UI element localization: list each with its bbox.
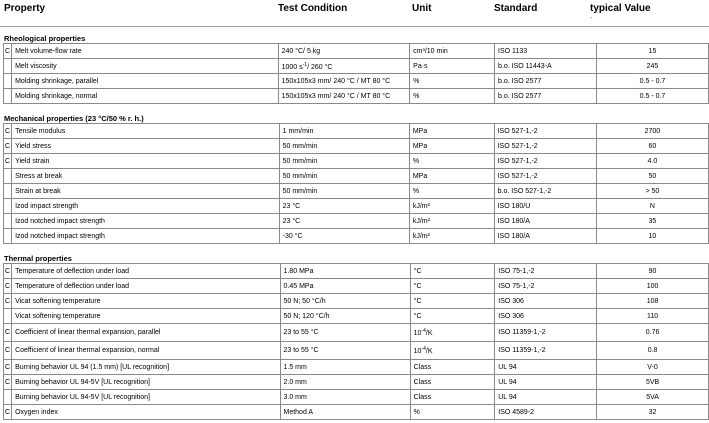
row-unit: % <box>409 184 494 199</box>
row-flag <box>4 229 12 244</box>
row-flag <box>4 59 12 74</box>
table-row <box>4 139 709 154</box>
row-typical-value: 110 <box>597 309 709 324</box>
row-flag: C <box>4 139 12 154</box>
row-typical-value: 15 <box>596 44 708 59</box>
row-test-condition: 1000 $s^{-1}/$ 260 °C <box>278 59 410 74</box>
header-typical-value: typical Value <box>590 3 651 14</box>
row-standard: b.o. ISO 2577 <box>495 74 597 89</box>
row-property: Burning behavior UL 94-5V [UL recognition] <box>12 390 280 405</box>
table-row <box>4 44 709 59</box>
row-property: Melt viscosity <box>12 59 279 74</box>
row-test-condition: 1 mm/min <box>279 124 409 139</box>
row-test-condition: 50 mm/min <box>279 154 409 169</box>
table-row <box>4 360 709 375</box>
row-test-condition: 150x105x3 mm/ 240 °C / MT 80 °C <box>278 74 410 89</box>
row-property: Yield stress <box>12 139 280 154</box>
row-property: Coefficient of linear thermal expansion, normal <box>12 342 280 360</box>
row-typical-value: 245 <box>596 59 708 74</box>
row-typical-value: 5VA <box>597 390 709 405</box>
row-test-condition: 23 to 55 °C <box>280 324 410 342</box>
row-standard: ISO 180/A <box>494 229 596 244</box>
row-standard: b.o. ISO 2577 <box>495 89 597 104</box>
row-standard: UL 94 <box>495 360 597 375</box>
row-unit: % <box>410 405 495 420</box>
table-row <box>4 405 709 420</box>
row-test-condition: 23 °C <box>279 199 409 214</box>
row-unit: °C <box>410 279 495 294</box>
row-flag: C <box>4 342 12 360</box>
row-standard: ISO 11359-1,-2 <box>495 324 597 342</box>
table-row <box>4 229 709 244</box>
table-row <box>4 184 709 199</box>
row-property: Vicat softening temperature <box>12 294 280 309</box>
row-typical-value: 0.5 - 0.7 <box>596 74 708 89</box>
row-typical-value: 2700 <box>596 124 708 139</box>
row-property: Coefficient of linear thermal expansion, parallel <box>12 324 280 342</box>
row-typical-value: 60 <box>596 139 708 154</box>
row-test-condition: Method A <box>280 405 410 420</box>
section-title: Mechanical properties (23 °C/50 % r. h.) <box>4 114 144 123</box>
row-typical-value: 0.8 <box>597 342 709 360</box>
row-typical-value: 4.0 <box>596 154 708 169</box>
row-property: Burning behavior UL 94 (1.5 mm) [UL recognition] <box>12 360 280 375</box>
row-property: Tensile modulus <box>12 124 280 139</box>
table-row <box>4 199 709 214</box>
row-test-condition: 50 mm/min <box>279 184 409 199</box>
row-typical-value: N <box>596 199 708 214</box>
row-flag <box>4 74 12 89</box>
row-standard: ISO 527-1,-2 <box>494 154 596 169</box>
row-standard: ISO 180/U <box>494 199 596 214</box>
row-property: Temperature of deflection under load <box>12 279 280 294</box>
table-row <box>4 89 709 104</box>
row-property: Izod notched impact strength <box>12 214 280 229</box>
row-test-condition: 50 mm/min <box>279 169 409 184</box>
section-table <box>3 263 709 420</box>
row-flag: C <box>4 154 12 169</box>
row-flag: C <box>4 294 12 309</box>
row-property: Melt volume-flow rate <box>12 44 279 59</box>
row-flag: C <box>4 124 12 139</box>
row-test-condition: 50 mm/min <box>279 139 409 154</box>
row-unit: Class <box>410 375 495 390</box>
row-test-condition: 0.45 MPa <box>280 279 410 294</box>
row-unit: cm³/10 min <box>410 44 495 59</box>
row-test-condition: 23 to 55 °C <box>280 342 410 360</box>
row-flag <box>4 89 12 104</box>
row-typical-value: 90 <box>597 264 709 279</box>
table-row <box>4 154 709 169</box>
row-property: Oxygen index <box>12 405 280 420</box>
row-unit: kJ/m² <box>409 229 494 244</box>
row-test-condition: 3.0 mm <box>280 390 410 405</box>
row-test-condition: 1.80 MPa <box>280 264 410 279</box>
row-standard: ISO 1133 <box>495 44 597 59</box>
row-typical-value: 108 <box>597 294 709 309</box>
header-unit: Unit <box>412 3 432 14</box>
row-flag <box>4 309 12 324</box>
row-unit: °C <box>410 309 495 324</box>
table-row <box>4 214 709 229</box>
table-header <box>0 0 709 27</box>
row-typical-value: 0.5 - 0.7 <box>596 89 708 104</box>
table-row <box>4 74 709 89</box>
row-unit: % <box>410 74 495 89</box>
row-property: Molding shrinkage, parallel <box>12 74 279 89</box>
table-row <box>4 169 709 184</box>
row-standard: ISO 527-1,-2 <box>494 169 596 184</box>
row-flag: C <box>4 375 12 390</box>
row-standard: b.o. ISO 527-1,-2 <box>494 184 596 199</box>
row-standard: UL 94 <box>495 390 597 405</box>
row-unit: $10^{-4}/K$ <box>410 324 495 342</box>
row-typical-value: 0.76 <box>597 324 709 342</box>
section-table <box>3 123 709 244</box>
row-test-condition: 2.0 mm <box>280 375 410 390</box>
row-property: Stress at break <box>12 169 280 184</box>
row-property: Vicat softening temperature <box>12 309 280 324</box>
row-standard: ISO 11359-1,-2 <box>495 342 597 360</box>
row-test-condition: -30 °C <box>279 229 409 244</box>
section-table <box>3 43 709 104</box>
row-flag: C <box>4 405 12 420</box>
table-row <box>4 324 709 342</box>
table-row <box>4 390 709 405</box>
row-flag <box>4 390 12 405</box>
row-standard: ISO 180/A <box>494 214 596 229</box>
row-flag <box>4 184 12 199</box>
row-typical-value: 10 <box>596 229 708 244</box>
row-typical-value: > 50 <box>596 184 708 199</box>
row-typical-value: V-0 <box>597 360 709 375</box>
table-row <box>4 309 709 324</box>
row-property: Yield strain <box>12 154 280 169</box>
row-unit: MPa <box>409 139 494 154</box>
row-property: Strain at break <box>12 184 280 199</box>
row-flag <box>4 214 12 229</box>
row-property: Izod impact strength <box>12 199 280 214</box>
row-flag: C <box>4 360 12 375</box>
table-row <box>4 264 709 279</box>
row-test-condition: 1.5 mm <box>280 360 410 375</box>
row-typical-value: 50 <box>596 169 708 184</box>
section-title: Rheological properties <box>4 34 86 43</box>
row-standard: ISO 75-1,-2 <box>495 264 597 279</box>
row-unit: MPa <box>409 169 494 184</box>
row-test-condition: 23 °C <box>279 214 409 229</box>
table-row <box>4 124 709 139</box>
row-standard: ISO 75-1,-2 <box>495 279 597 294</box>
row-typical-value: 5VB <box>597 375 709 390</box>
header-standard: Standard <box>494 3 538 14</box>
table-row <box>4 279 709 294</box>
row-unit: % <box>409 154 494 169</box>
row-typical-value: 35 <box>596 214 708 229</box>
row-standard: ISO 306 <box>495 294 597 309</box>
header-typical-value-sub: - <box>590 15 593 22</box>
table-row <box>4 59 709 74</box>
row-unit: Class <box>410 390 495 405</box>
table-row <box>4 342 709 360</box>
row-standard: UL 94 <box>495 375 597 390</box>
row-typical-value: 32 <box>597 405 709 420</box>
row-unit: $10^{-4}/K$ <box>410 342 495 360</box>
row-test-condition: 50 N; 50 °C/h <box>280 294 410 309</box>
row-test-condition: 240 °C/ 5 kg <box>278 44 410 59</box>
row-standard: ISO 306 <box>495 309 597 324</box>
row-unit: Class <box>410 360 495 375</box>
row-test-condition: 150x105x3 mm/ 240 °C / MT 80 °C <box>278 89 410 104</box>
row-flag: C <box>4 264 12 279</box>
row-unit: MPa <box>409 124 494 139</box>
row-unit: Pa·s <box>410 59 495 74</box>
row-flag: C <box>4 44 12 59</box>
row-property: Izod notched impact strength <box>12 229 280 244</box>
row-flag: C <box>4 279 12 294</box>
row-flag <box>4 169 12 184</box>
row-standard: ISO 527-1,-2 <box>494 139 596 154</box>
row-property: Temperature of deflection under load <box>12 264 280 279</box>
header-property: Property <box>4 3 46 14</box>
row-property: Burning behavior UL 94-5V [UL recognition] <box>12 375 280 390</box>
row-standard: ISO 4589-2 <box>495 405 597 420</box>
row-standard: ISO 527-1,-2 <box>494 124 596 139</box>
row-flag <box>4 199 12 214</box>
section-title: Thermal properties <box>4 254 72 263</box>
row-standard: b.o. ISO 11443-A <box>495 59 597 74</box>
row-unit: kJ/m² <box>409 199 494 214</box>
table-row <box>4 294 709 309</box>
row-unit: °C <box>410 264 495 279</box>
row-typical-value: 100 <box>597 279 709 294</box>
header-test-condition: Test Condition <box>278 3 348 14</box>
row-property: Molding shrinkage, normal <box>12 89 279 104</box>
row-unit: kJ/m² <box>409 214 494 229</box>
row-unit: °C <box>410 294 495 309</box>
row-flag: C <box>4 324 12 342</box>
row-unit: % <box>410 89 495 104</box>
row-test-condition: 50 N; 120 °C/h <box>280 309 410 324</box>
table-row <box>4 375 709 390</box>
